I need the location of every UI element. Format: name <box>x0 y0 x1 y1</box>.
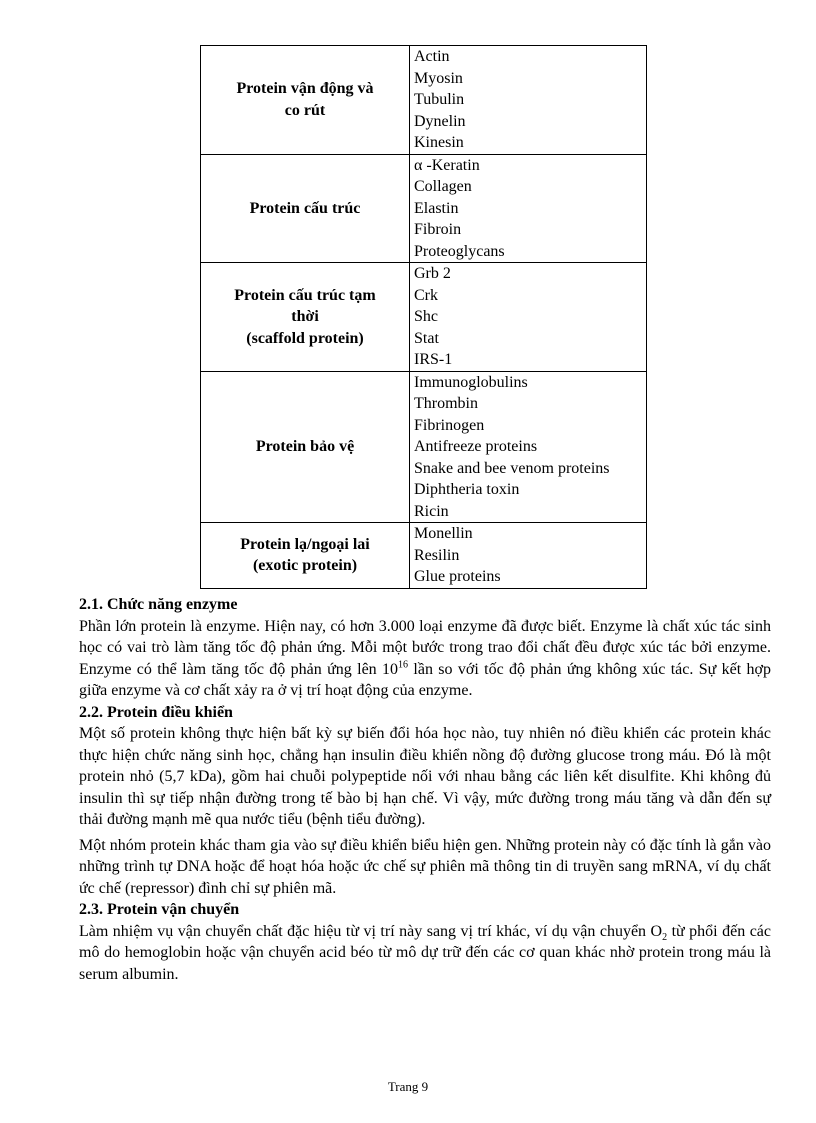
protein-item: Antifreeze proteins <box>414 438 538 455</box>
paragraph-regulatory-2: Một nhóm protein khác tham gia vào sự điều khiển biểu hiện gen. Những protein này có đặc tính là gắn vào những trình tự DNA hoặc để hoạt hóa hoặc ức chế sự phiên mã thông tin di truyền sang mRNA, ví dụ chất ức chế (repressor) đình chỉ sự phiên mã. <box>79 836 771 897</box>
protein-item: Snake and bee venom proteins <box>414 459 610 477</box>
protein-item: Kinesin <box>414 134 464 151</box>
protein-item: Crk <box>414 286 438 304</box>
category-label: Protein bảo vệ <box>255 438 355 455</box>
category-cell <box>201 154 410 263</box>
page-number: Trang 9 <box>387 1079 429 1094</box>
paragraph-enzyme: Phần lớn protein là enzyme. Hiện nay, có hơn 3.000 loại enzyme đã được biết. Enzyme là chất xúc tác sinh học có vai trò làm tăng tốc độ phản ứng. Mỗi một bước trong trao đổi chất đều được xúc tác bởi enzyme. Enzyme có thể làm tăng tốc độ phản ứng lên $10^{16}$ lần so với tốc độ phản ứng không xúc tác. Sự kết hợp giữa enzyme và cơ chất xảy ra ở vị trí hoạt động của enzyme. <box>79 617 772 699</box>
protein-classification-table <box>200 45 647 589</box>
protein-item: Glue proteins <box>414 568 501 585</box>
paragraph-transport: Làm nhiệm vụ vận chuyển chất đặc hiệu từ vị trí này sang vị trí khác, ví dụ vận chuyển $O_2$ từ phổi đến các mô do hemoglobin hoặc vận chuyển acid béo từ mô dự trữ đến các cơ quan khác nhờ protein trong máu là serum albumin. <box>79 922 771 983</box>
protein-item: Elastin <box>414 199 459 217</box>
protein-item: Proteoglycans <box>414 242 505 260</box>
protein-item: Thrombin <box>414 395 478 412</box>
main-content <box>79 594 771 985</box>
protein-item: Resilin <box>414 546 460 564</box>
protein-item: Immunoglobulins <box>414 373 528 391</box>
protein-item: α -Keratin <box>414 156 480 174</box>
protein-item: Monellin <box>414 525 473 542</box>
table-row <box>201 523 647 589</box>
items-cell <box>410 154 647 263</box>
protein-item: Shc <box>414 308 438 325</box>
protein-item: Ricin <box>414 502 449 520</box>
category-cell <box>201 263 410 372</box>
items-cell <box>410 46 647 155</box>
category-label: Protein vận động và <box>236 80 374 98</box>
protein-item: Tubulin <box>414 91 465 108</box>
table-row <box>201 263 647 372</box>
protein-item: Grb 2 <box>414 265 451 282</box>
category-cell <box>201 371 410 523</box>
table-row <box>201 46 647 155</box>
category-cell <box>201 46 410 155</box>
table-row <box>201 371 647 523</box>
paragraph-regulatory-1: Một số protein không thực hiện bất kỳ sự biến đổi hóa học nào, tuy nhiên nó điều khiển các protein khác thực hiện chức năng sinh học, chẳng hạn insulin điều khiển nồng độ đường glucose trong máu. Đó là một protein nhỏ (5,7 kDa), gồm hai chuỗi polypeptide nối với nhau bằng các liên kết disulfite. Khi không đủ insulin thì sự tiếp nhận đường trong tế bào bị hạn chế. Vì vậy, mức đường trong máu tăng và dẫn đến sự thải đường mạnh mẽ qua nước tiểu (bệnh tiểu đường). <box>79 725 771 828</box>
section-heading-enzyme: 2.1. Chức năng enzyme <box>79 596 238 613</box>
items-cell <box>410 523 647 589</box>
exponent: 16 <box>398 659 409 671</box>
category-label: (exotic protein) <box>252 557 358 575</box>
category-label: co rút <box>284 101 326 119</box>
section-heading-regulatory: 2.2. Protein điều khiển <box>79 703 233 721</box>
protein-item: Diphtheria toxin <box>414 481 520 498</box>
category-label: thời <box>291 308 319 325</box>
category-label: Protein lạ/ngoại lai <box>240 535 370 553</box>
category-cell <box>201 523 410 589</box>
protein-item: Dynelin <box>414 112 466 130</box>
protein-item: IRS-1 <box>414 351 453 368</box>
protein-item: Stat <box>414 329 439 347</box>
protein-item: Collagen <box>414 178 472 195</box>
items-cell <box>410 371 647 523</box>
items-cell <box>410 263 647 372</box>
table-row <box>201 154 647 263</box>
protein-item: Fibrinogen <box>414 416 485 434</box>
category-label: (scaffold protein) <box>246 329 364 347</box>
category-label: Protein cấu trúc <box>249 199 361 217</box>
protein-item: Myosin <box>414 69 463 87</box>
category-label: Protein cấu trúc tạm <box>234 286 376 304</box>
protein-item: Actin <box>414 48 450 65</box>
subscript: 2 <box>662 931 668 943</box>
section-heading-transport: 2.3. Protein vận chuyển <box>79 901 240 918</box>
protein-item: Fibroin <box>414 221 462 238</box>
